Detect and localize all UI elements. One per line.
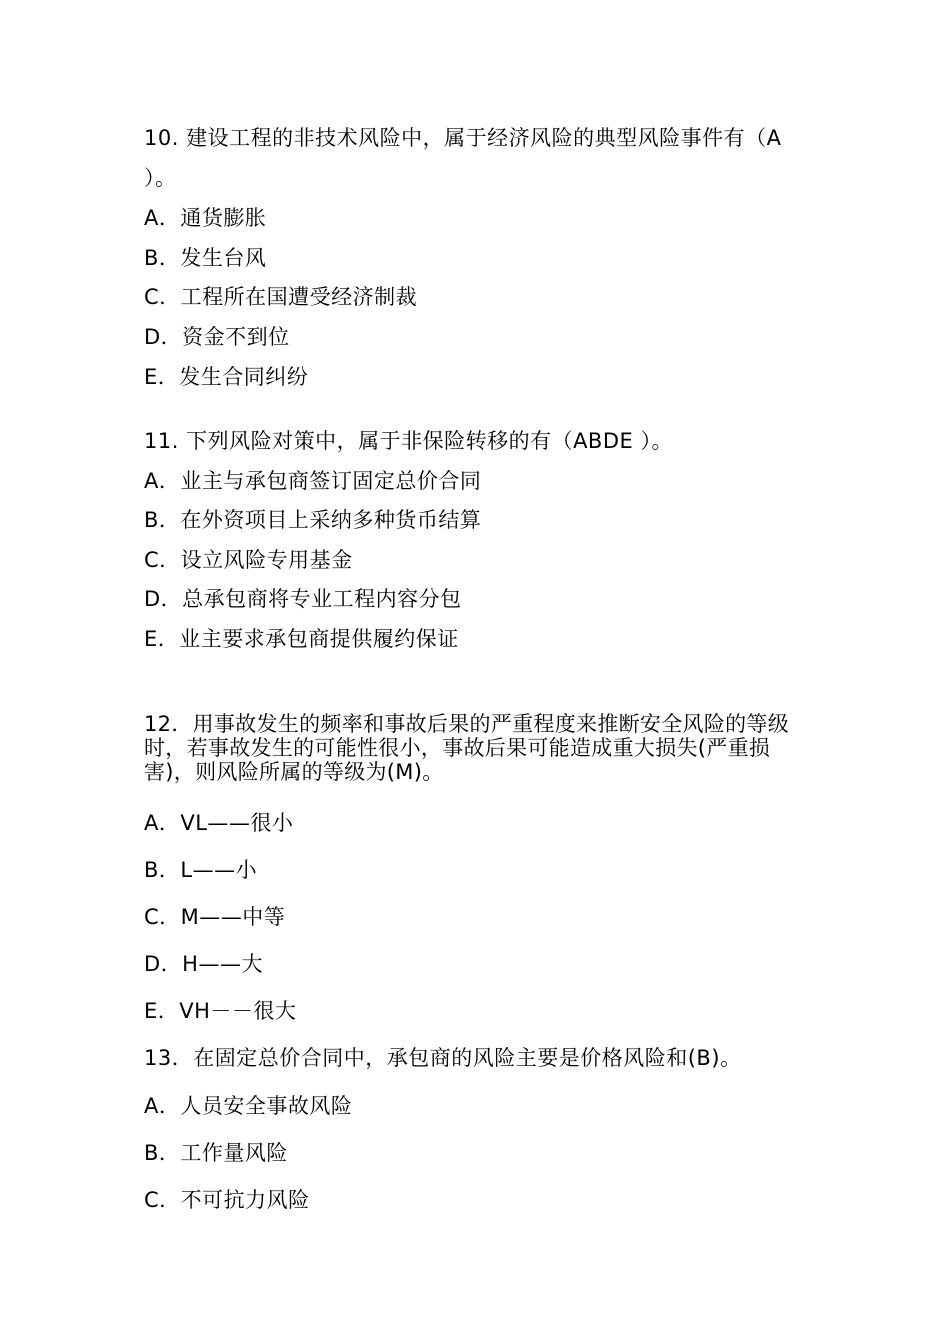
question-11-option-b: B．在外资项目上采纳多种货币结算	[144, 508, 482, 532]
question-12-option-d: D．H——大	[144, 952, 263, 976]
question-11-stem: 11. 下列风险对策中，属于非保险转移的有（ABDE ）。	[144, 429, 673, 453]
question-12-stem: 12．用事故发生的频率和事故后果的严重程度来推断安全风险的等级时，若事故发生的可能性很小，事故后果可能造成重大损失(严重损害)，则风险所属的等级为(M)。	[144, 712, 790, 784]
question-12-option-c: C．M——中等	[144, 905, 286, 929]
question-13-option-c: C．不可抗力风险	[144, 1188, 310, 1212]
question-10-option-b: B．发生台风	[144, 246, 267, 270]
question-13-option-b: B．工作量风险	[144, 1141, 288, 1165]
question-11-option-c: C．设立风险专用基金	[144, 548, 353, 572]
question-10-option-e: E．发生合同纠纷	[144, 365, 309, 389]
question-11-option-a: A．业主与承包商签订固定总价合同	[144, 469, 482, 493]
question-10-option-d: D．资金不到位	[144, 325, 290, 349]
question-13-stem: 13．在固定总价合同中，承包商的风险主要是价格风险和(B)。	[144, 1046, 742, 1070]
question-11-option-d: D．总承包商将专业工程内容分包	[144, 587, 462, 611]
question-13-option-a: A．人员安全事故风险	[144, 1094, 353, 1118]
question-10-stem-continued: ）。	[144, 166, 177, 190]
question-11-option-e: E．业主要求承包商提供履约保证	[144, 627, 459, 651]
question-12-option-e: E．VH－－很大	[144, 999, 297, 1023]
question-12-option-b: B．L——小	[144, 858, 258, 882]
question-10-option-c: C．工程所在国遭受经济制裁	[144, 285, 418, 309]
question-12-option-a: A．VL——很小	[144, 811, 294, 835]
question-10-stem: 10. 建设工程的非技术风险中，属于经济风险的典型风险事件有（A	[144, 126, 782, 150]
question-10-option-a: A．通货膨胀	[144, 206, 267, 230]
